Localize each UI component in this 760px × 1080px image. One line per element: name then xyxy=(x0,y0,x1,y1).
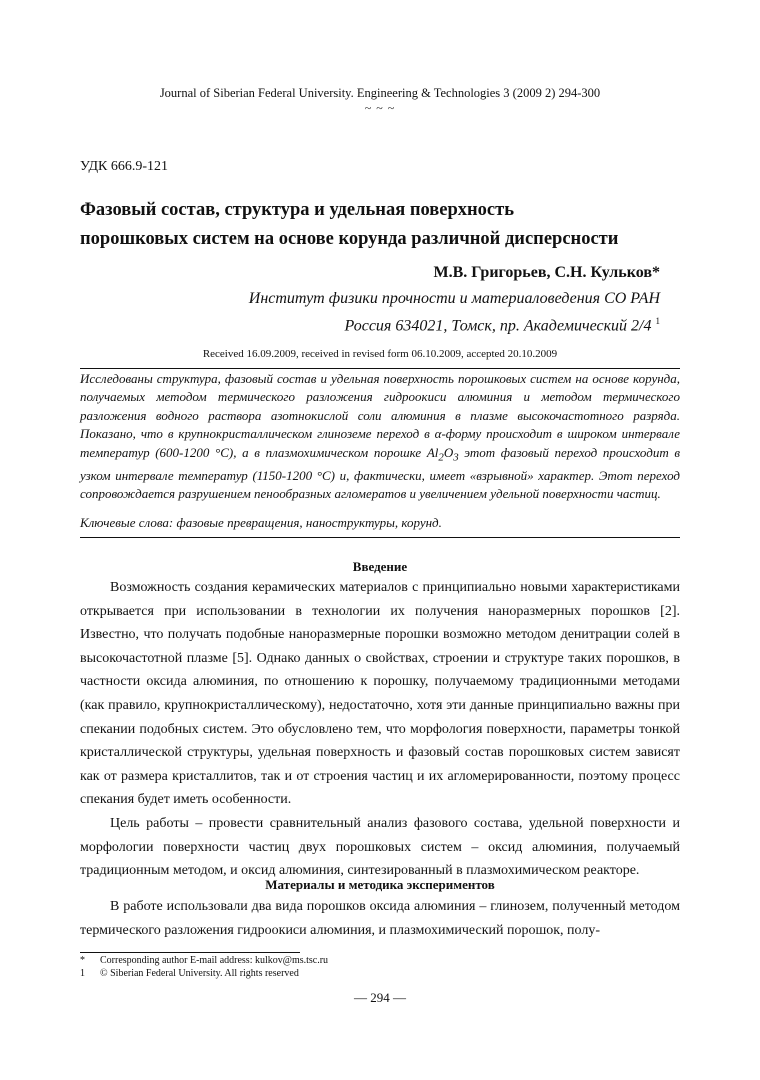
udk-code: УДК 666.9-121 xyxy=(80,159,169,174)
affiliation-line-1: Институт физики прочности и материаловедения СО РАН xyxy=(248,290,660,307)
abstract-top-rule xyxy=(80,368,680,369)
title-line-1: Фазовый состав, структура и удельная поверхность xyxy=(80,200,515,220)
abstract-bottom-rule xyxy=(80,537,680,538)
footnote-corresponding xyxy=(80,955,328,966)
intro-paragraph-2: Цель работы – провести сравнительный анализ фазового состава, удельной поверхности и морфологии поверхности частиц двух порошковых систем – оксид алюминия, получаемый традиционным методом, и оксид алюминия, синтезированный в плазмохимическом реакторе. xyxy=(80,815,680,879)
abstract xyxy=(80,370,680,503)
intro-heading: Введение xyxy=(352,559,408,574)
methods-heading: Материалы и методика экспериментов xyxy=(265,877,495,892)
affiliation xyxy=(249,287,660,337)
header-separator: ~ ~ ~ xyxy=(364,101,396,115)
title-line-2: порошковых систем на основе корунда различной дисперсности xyxy=(80,229,619,249)
methods-body xyxy=(80,895,680,942)
footnote-rule xyxy=(80,952,300,953)
intro-body xyxy=(80,576,680,883)
footnote-text-2: © Siberian Federal University. All rights reserved xyxy=(100,968,299,979)
journal-header: Journal of Siberian Federal University. Engineering & Technologies 3 (2009 2) 294-300 xyxy=(159,86,601,100)
keywords: Ключевые слова: фазовые превращения, наноструктуры, корунд. xyxy=(80,515,442,530)
abstract-part-1: Исследованы структура, фазовый состав и удельная поверхность порошковых систем на основе корунда, получаемых методом термического разложения гидроокиси алюминия и методом термического разложения водного раствора азотнокислой соли алюминия в плазме высокочастотного разряда. Показано, что в крупнокристаллическом глиноземе переход в α-форму происходит в широком интервале температур (600-1200 °С), а в плазмохимическом порошке Al xyxy=(80,371,680,460)
affiliation-line-2 xyxy=(249,310,660,337)
abstract-part-2: этот фазовый переход происходит в узком интервале температур (1150-1200 °С) и, фактически, имеет «взрывной» характер. Этот переход сопровождается разрушением пенообразных агломератов и увеличением удельной поверхности частиц. xyxy=(80,444,681,502)
abstract-sub-2: 3 xyxy=(453,451,459,464)
footnote-copyright xyxy=(80,968,299,979)
footnote-text-1: Corresponding author E-mail address: kulkov@ms.tsc.ru xyxy=(100,955,329,966)
abstract-sub-1: 2 xyxy=(438,451,444,464)
footnote-mark-2: 1 xyxy=(80,968,85,979)
page-number: — 294 — xyxy=(354,990,406,1005)
footnote-mark-1: * xyxy=(80,955,85,966)
affiliation-address: Россия 634021, Томск, пр. Академический 2/4 xyxy=(344,317,652,335)
abstract-mid: O xyxy=(443,444,454,460)
article-title xyxy=(80,196,680,254)
methods-paragraph-1: В работе использовали два вида порошков оксида алюминия – глинозем, полученный методом термического разложения гидроокиси алюминия, и плазмохимический порошок, полу- xyxy=(80,899,680,938)
authors: М.В. Григорьев, С.Н. Кульков* xyxy=(433,264,660,281)
affiliation-footnote-mark: 1 xyxy=(655,316,660,326)
intro-paragraph-1: Возможность создания керамических материалов с принципиально новыми характеристиками открывается при использовании в технологии их получения наноразмерных порошков [2]. Известно, что получать подобные наноразмерные порошки возможно методом денитрации солей в высокочастотной плазме [5]. Однако данных о свойствах, строении и структуре таких порошков, в частности оксида алюминия, по отношению к порошку, получаемому традиционными методами (как правило, крупнокристаллическому), недостаточно, хотя эти данные принципиально важны при спекании подобных систем. Это обусловлено тем, что морфология поверхности, параметры тонкой кристаллической структуры, удельная поверхность и фазовый состав порошковых систем зависят как от размера кристаллитов, так и от строения частиц и их агломерированности, поэтому процесс спекания будет иметь особенности. xyxy=(80,580,680,808)
received-dates: Received 16.09.2009, received in revised form 06.10.2009, accepted 20.10.2009 xyxy=(202,348,558,360)
